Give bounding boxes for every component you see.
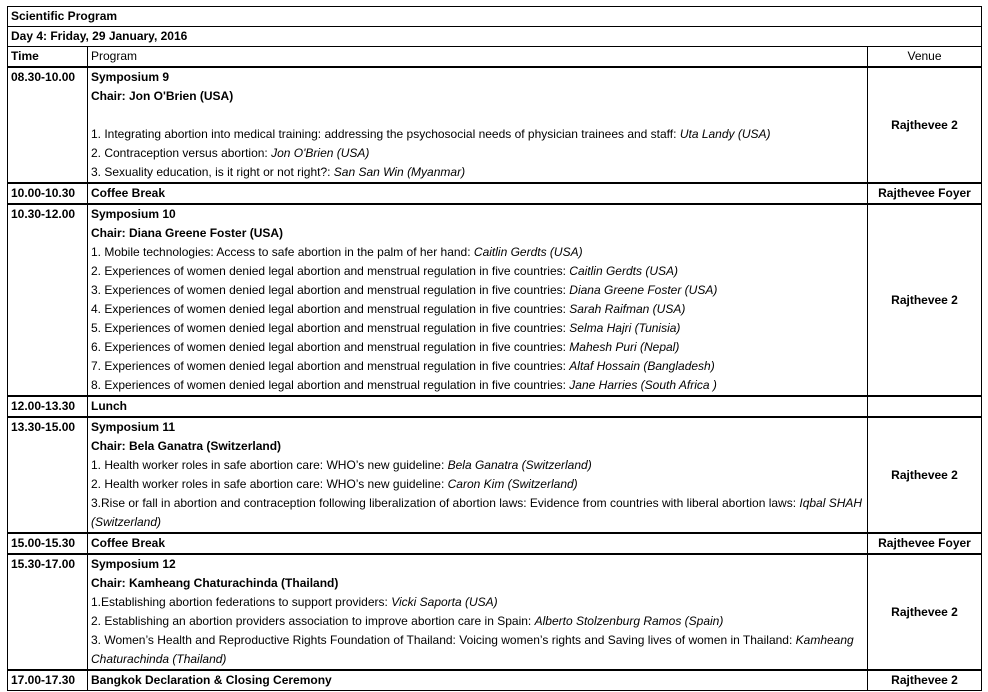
session-chair: Chair: Bela Ganatra (Switzerland) — [91, 439, 282, 453]
talk-speaker: Altaf Hossain (Bangladesh) — [569, 359, 715, 373]
header-program: Program — [88, 47, 868, 68]
session-title: Symposium 12 — [91, 557, 176, 571]
session-row — [8, 670, 982, 691]
talk-title: 2. Health worker roles in safe abortion care: WHO’s new guideline: — [91, 477, 448, 491]
talk-title: 4. Experiences of women denied legal abortion and menstrual regulation in five countries: — [91, 302, 570, 316]
session-venue: Rajthevee Foyer — [868, 533, 982, 554]
session-title: Symposium 9 — [91, 70, 170, 84]
talk-speaker: Jane Harries (South Africa ) — [569, 378, 717, 392]
talk-item — [91, 300, 864, 319]
talk-item — [91, 163, 864, 182]
header-venue: Venue — [868, 47, 982, 68]
talk-title: 1. Health worker roles in safe abortion care: WHO’s new guideline: — [91, 458, 448, 472]
session-venue: Rajthevee Foyer — [868, 183, 982, 204]
session-time: 15.30-17.00 — [8, 554, 88, 670]
talk-item — [91, 631, 864, 669]
talk-title: 3.Rise or fall in abortion and contraception following liberalization of abortion laws: Evidence from countries with liberal abortion laws: — [91, 496, 800, 510]
talk-speaker: Alberto Stolzenburg Ramos (Spain) — [534, 614, 724, 628]
session-row — [8, 396, 982, 417]
session-venue: Rajthevee 2 — [868, 670, 982, 691]
session-time: 12.00-13.30 — [8, 396, 88, 417]
session-time: 17.00-17.30 — [8, 670, 88, 691]
talk-speaker: Iqbal SHAH (Switzerland) — [91, 496, 863, 529]
talk-item — [91, 475, 864, 494]
session-program — [88, 204, 868, 396]
talk-speaker: San San Win (Myanmar) — [333, 165, 466, 179]
talk-item — [91, 125, 864, 144]
session-time: 10.00-10.30 — [8, 183, 88, 204]
session-program — [88, 417, 868, 533]
talk-speaker: Diana Greene Foster (USA) — [569, 283, 718, 297]
session-chair: Chair: Diana Greene Foster (USA) — [91, 226, 284, 240]
talk-speaker: Uta Landy (USA) — [679, 127, 771, 141]
session-program — [88, 67, 868, 183]
talk-item — [91, 357, 864, 376]
talk-item — [91, 338, 864, 357]
session-venue: Rajthevee 2 — [868, 204, 982, 396]
session-title: Symposium 10 — [91, 207, 176, 221]
session-time: 15.00-15.30 — [8, 533, 88, 554]
talk-speaker: Caitlin Gerdts (USA) — [569, 264, 678, 278]
talk-title: 2. Experiences of women denied legal abortion and menstrual regulation in five countries: — [91, 264, 570, 278]
talk-title: 3. Experiences of women denied legal abortion and menstrual regulation in five countries: — [91, 283, 570, 297]
talk-item — [91, 593, 864, 612]
session-title: Symposium 11 — [91, 420, 176, 434]
talk-item — [91, 376, 864, 395]
talk-title: 3. Women’s Health and Reproductive Rights Foundation of Thailand: Voicing women’s rights and Saving lives of women in Thailand: — [91, 633, 796, 647]
talk-title: 1.Establishing abortion federations to support providers: — [91, 595, 392, 609]
session-title: Coffee Break — [88, 533, 868, 554]
talk-title: 2. Contraception versus abortion: — [91, 146, 272, 160]
program-table — [7, 6, 982, 691]
session-venue: Rajthevee 2 — [868, 417, 982, 533]
talk-title: 7. Experiences of women denied legal abortion and menstrual regulation in five countries: — [91, 359, 570, 373]
session-title: Lunch — [88, 396, 868, 417]
talk-item — [91, 319, 864, 338]
talk-speaker: Sarah Raifman (USA) — [569, 302, 686, 316]
talk-title: 5. Experiences of women denied legal abortion and menstrual regulation in five countries: — [91, 321, 570, 335]
talk-title: 6. Experiences of women denied legal abortion and menstrual regulation in five countries: — [91, 340, 570, 354]
session-row — [8, 417, 982, 533]
talk-title: 1. Mobile technologies: Access to safe abortion in the palm of her hand: — [91, 245, 474, 259]
talk-item — [91, 262, 864, 281]
talk-speaker: Selma Hajri (Tunisia) — [569, 321, 681, 335]
program-sheet — [7, 6, 981, 691]
session-venue: Rajthevee 2 — [868, 67, 982, 183]
session-time: 10.30-12.00 — [8, 204, 88, 396]
talk-item — [91, 243, 864, 262]
session-time: 13.30-15.00 — [8, 417, 88, 533]
session-venue: Rajthevee 2 — [868, 554, 982, 670]
session-time: 08.30-10.00 — [8, 67, 88, 183]
session-venue — [868, 396, 982, 417]
session-row — [8, 67, 982, 183]
spacer — [91, 106, 864, 125]
session-row — [8, 533, 982, 554]
talk-title: 1. Integrating abortion into medical training: addressing the psychosocial needs of physician trainees and staff: — [91, 127, 680, 141]
session-title: Coffee Break — [88, 183, 868, 204]
talk-speaker: Jon O'Brien (USA) — [271, 146, 370, 160]
session-chair: Chair: Jon O'Brien (USA) — [91, 89, 234, 103]
talk-speaker: Bela Ganatra (Switzerland) — [447, 458, 592, 472]
talk-title: 3. Sexuality education, is it right or not right?: — [91, 165, 334, 179]
talk-item — [91, 456, 864, 475]
session-row — [8, 183, 982, 204]
talk-speaker: Caitlin Gerdts (USA) — [473, 245, 583, 259]
session-program — [88, 554, 868, 670]
header-time: Time — [8, 47, 88, 68]
session-chair: Chair: Kamheang Chaturachinda (Thailand) — [91, 576, 339, 590]
talk-speaker: Caron Kim (Switzerland) — [447, 477, 578, 491]
talk-item — [91, 494, 864, 532]
day-title: Day 4: Friday, 29 January, 2016 — [8, 27, 982, 47]
session-row — [8, 204, 982, 396]
talk-title: 2. Establishing an abortion providers association to improve abortion care in Spain: — [91, 614, 535, 628]
talk-item — [91, 144, 864, 163]
talk-speaker: Vicki Saporta (USA) — [391, 595, 498, 609]
session-row — [8, 554, 982, 670]
session-title: Bangkok Declaration & Closing Ceremony — [88, 670, 868, 691]
sheet-title: Scientific Program — [8, 7, 982, 27]
talk-item — [91, 612, 864, 631]
talk-title: 8. Experiences of women denied legal abortion and menstrual regulation in five countries: — [91, 378, 570, 392]
talk-item — [91, 281, 864, 300]
talk-speaker: Mahesh Puri (Nepal) — [569, 340, 680, 354]
talk-speaker: Kamheang Chaturachinda (Thailand) — [91, 633, 854, 666]
